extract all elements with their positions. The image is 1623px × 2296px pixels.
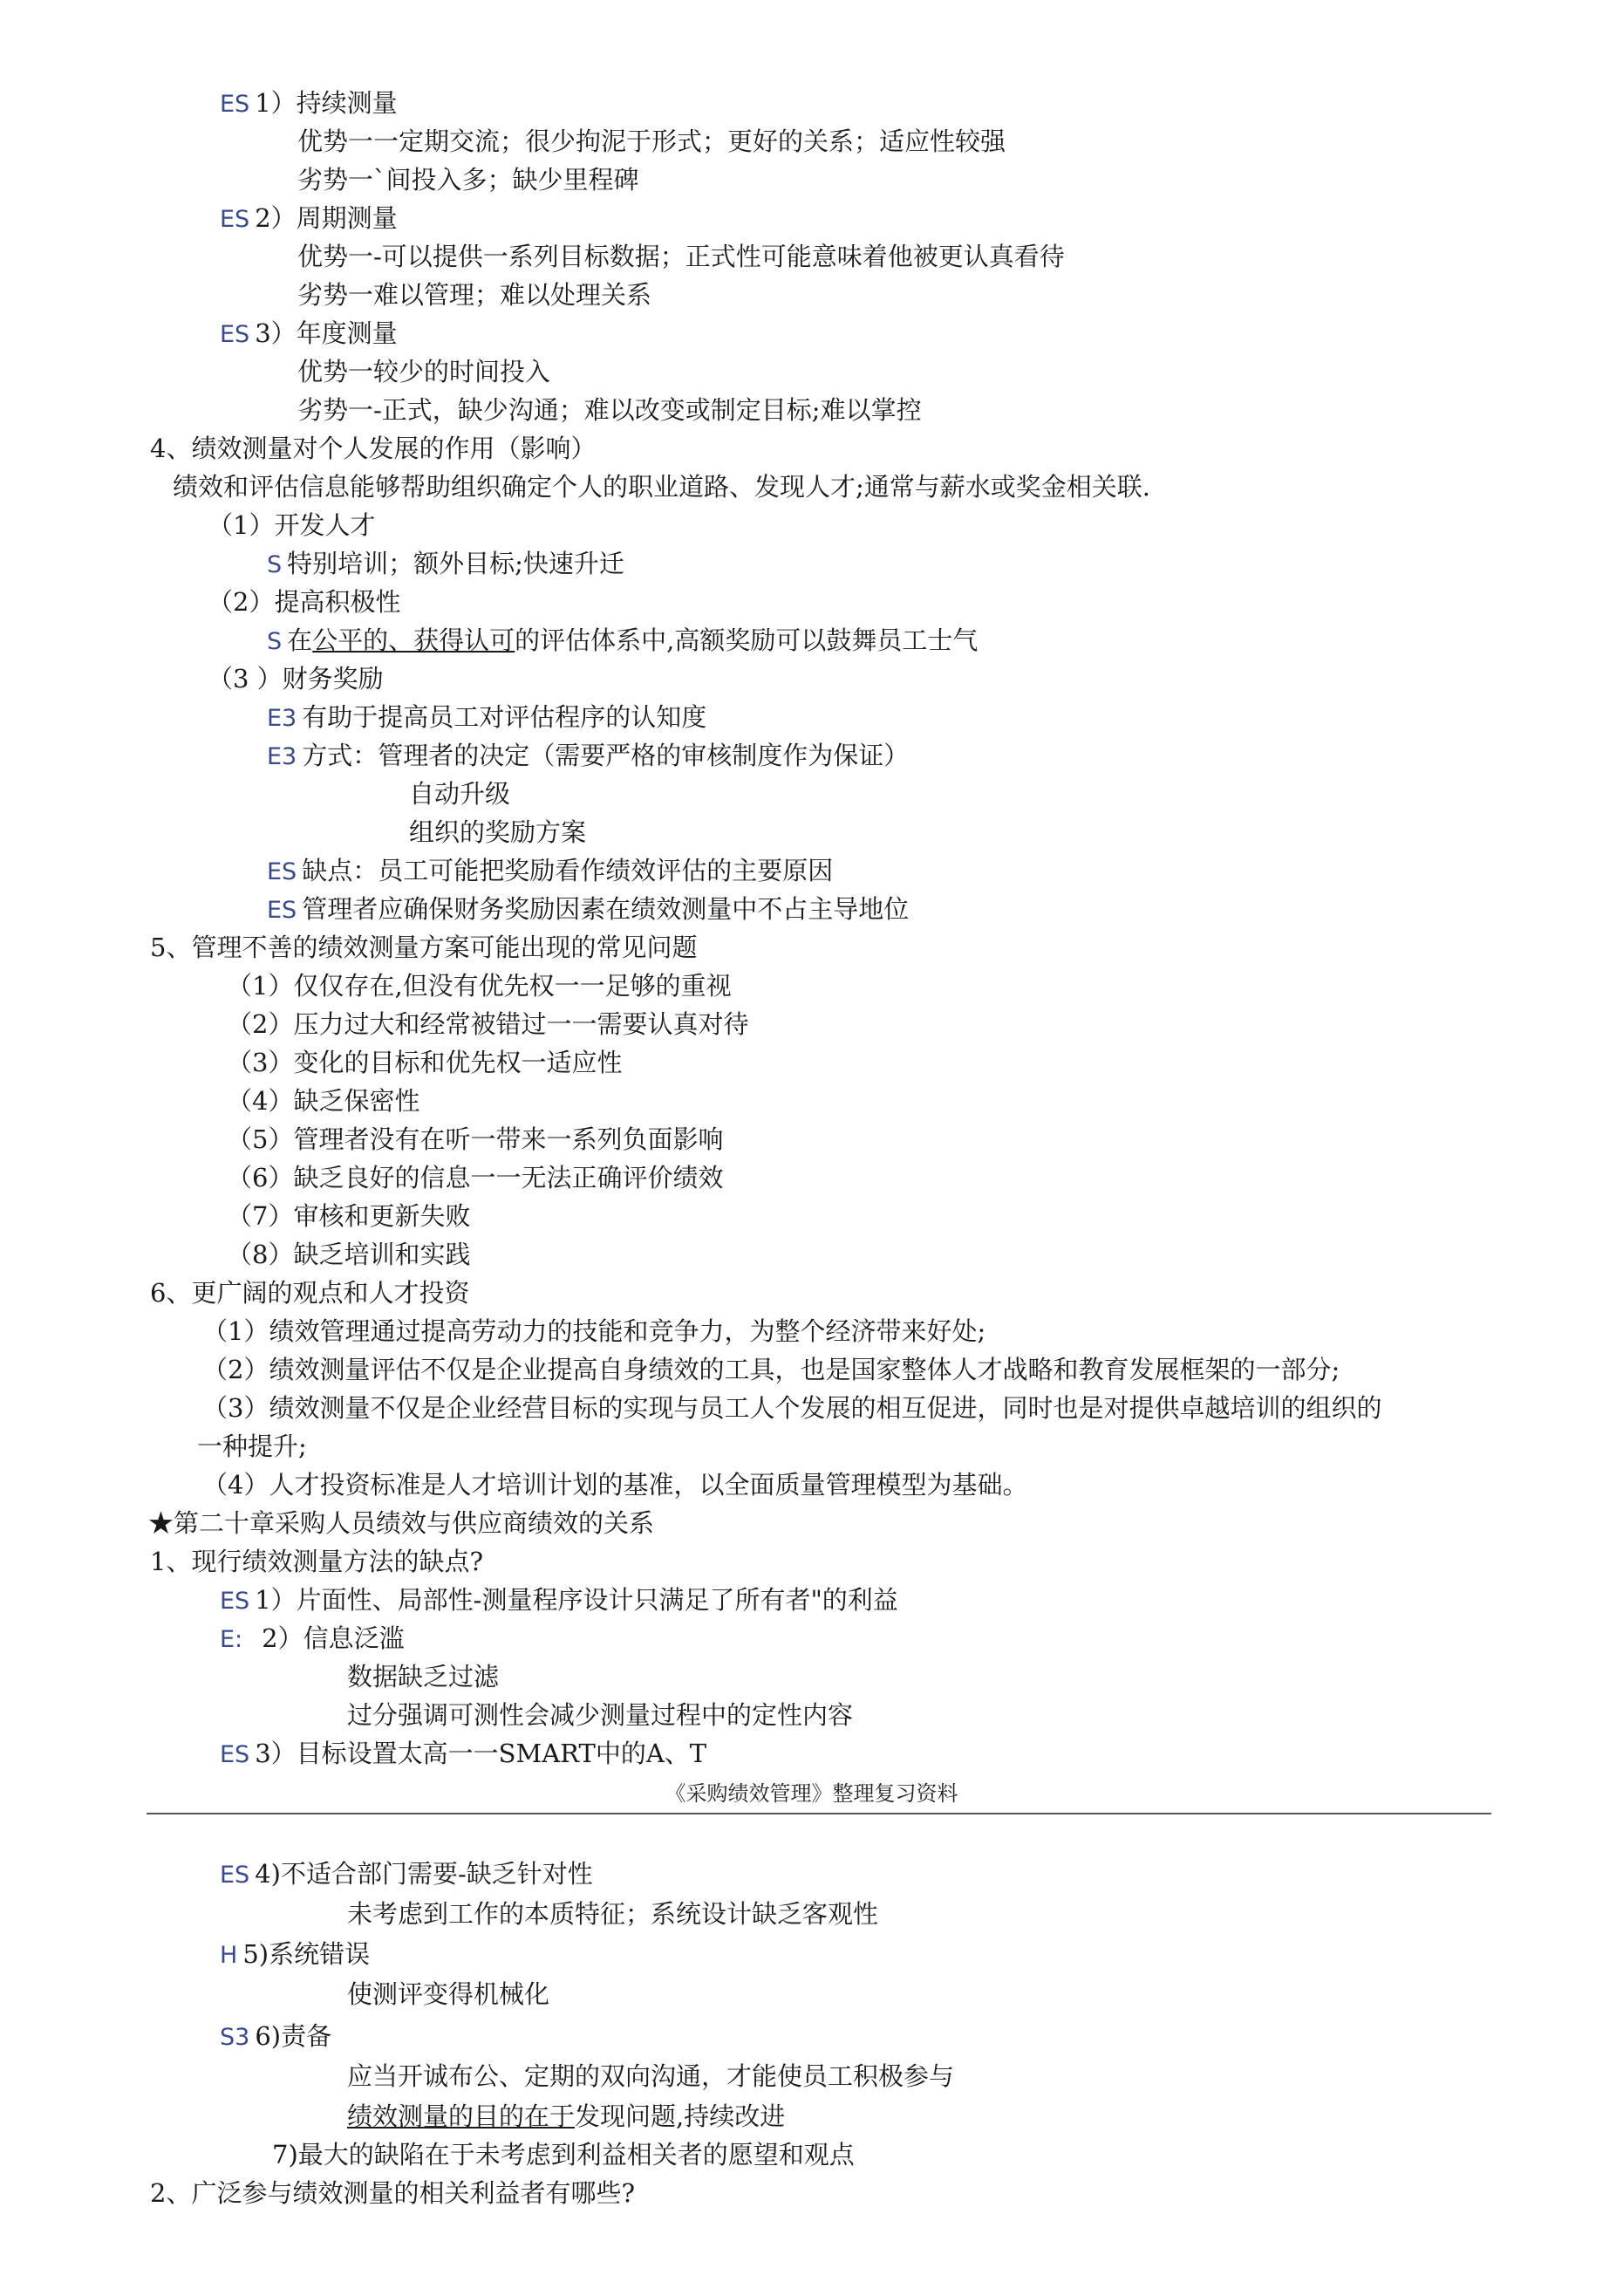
line-text: 在 (287, 625, 313, 655)
list-item (347, 2059, 954, 2094)
list-item (220, 1582, 898, 1619)
line-text: 数据缺乏过滤 (347, 1662, 500, 1691)
line-text: （4）缺乏保密性 (227, 1086, 420, 1116)
line-text: （7）审核和更新失败 (227, 1201, 471, 1231)
line-text: 2）周期测量 (255, 203, 398, 233)
chapter-heading (148, 1506, 654, 1541)
list-item (297, 354, 550, 389)
list-item (227, 1083, 419, 1118)
list-item (227, 1122, 723, 1157)
bullet-marker: E3 (267, 705, 297, 732)
line-text: 1）片面性、局部性-测量程序设计只满足了所有者"的利益 (255, 1585, 898, 1615)
line-text: 2、广泛参与绩效测量的相关利益者有哪些? (150, 2178, 635, 2208)
line-text: （1）绩效管理通过提高劳动力的技能和竞争力，为整个经济带来好处; (202, 1316, 986, 1346)
list-item (227, 1237, 470, 1272)
list-item (347, 1896, 878, 1931)
section-heading (150, 1544, 483, 1579)
list-item (202, 1391, 1381, 1425)
bullet-marker: ES (220, 321, 250, 348)
bullet-marker: ES (220, 1862, 250, 1889)
line-text: 的评估体系中,高额奖励可以鼓舞员工士气 (515, 625, 979, 655)
list-item (227, 968, 732, 1003)
footer-divider (147, 1813, 1491, 1814)
line-text: 有助于提高员工对评估程序的认知度 (302, 702, 707, 732)
underlined-text: 绩效测量的目的在于 (347, 2101, 576, 2131)
list-item (220, 1937, 370, 1973)
list-item (409, 776, 510, 811)
line-text: 使测评变得机械化 (347, 1979, 550, 2009)
list-item (220, 1621, 405, 1657)
bullet-marker: ES (267, 897, 297, 924)
list-item (208, 661, 384, 696)
list-item (297, 124, 1006, 159)
line-text: 6)责备 (255, 2021, 332, 2051)
list-item (220, 85, 398, 122)
line-text: 1）持续测量 (255, 88, 398, 118)
list-item (220, 316, 398, 352)
line-text: 4、绩效测量对个人发展的作用（影响） (150, 434, 597, 463)
list-item (202, 1314, 985, 1349)
line-text: 6、更广阔的观点和人才投资 (150, 1278, 470, 1308)
line-text: （2）提高积极性 (208, 587, 401, 617)
line-text: 4)不适合部门需要-缺乏针对性 (255, 1859, 593, 1889)
line-text: （4）人才投资标准是人才培训计划的基准，以全面质量管理模型为基础。 (202, 1470, 1028, 1500)
list-item (347, 1698, 853, 1732)
underlined-text: 公平的、获得认可 (312, 625, 515, 655)
section-heading (150, 431, 596, 466)
line-text: 未考虑到工作的本质特征；系统设计缺乏客观性 (347, 1899, 879, 1929)
paragraph (173, 469, 1150, 504)
bullet-marker: ES (220, 91, 250, 118)
list-item (347, 1659, 499, 1694)
line-text: 应当开诚布公、定期的双向沟通，才能使员工积极参与 (347, 2061, 955, 2091)
line-text: 3）年度测量 (255, 318, 398, 348)
list-item (220, 1736, 706, 1773)
list-item (202, 1352, 1340, 1387)
line-text: 优势一一定期交流；很少拘泥于形式；更好的关系；适应性较强 (297, 126, 1006, 156)
list-item (347, 1977, 549, 2012)
list-item (197, 1429, 307, 1464)
list-item (267, 738, 909, 775)
list-item (220, 201, 398, 237)
list-item (220, 2019, 331, 2055)
list-item (409, 815, 586, 850)
bullet-marker: ES (220, 1741, 250, 1768)
line-text: （3）绩效测量不仅是企业经营目标的实现与员工人个发展的相互促进，同时也是对提供卓越培训的组织的 (202, 1393, 1382, 1423)
list-item (297, 393, 922, 427)
bullet-marker: ES (267, 858, 297, 885)
list-item (267, 623, 978, 659)
list-item (267, 853, 833, 890)
line-text: （3）变化的目标和优先权一适应性 (227, 1048, 623, 1077)
page-footer: 《采购绩效管理》整理复习资料 (665, 1781, 958, 1806)
list-item (208, 508, 375, 543)
line-text: （2）绩效测量评估不仅是企业提高自身绩效的工具，也是国家整体人才战略和教育发展框架的一部分; (202, 1355, 1340, 1384)
section-heading (150, 2176, 635, 2211)
line-text: 7)最大的缺陷在于未考虑到利益相关者的愿望和观点 (272, 2140, 855, 2170)
list-item (267, 892, 909, 928)
list-item (227, 1199, 470, 1233)
bullet-marker: ES (220, 206, 250, 233)
bullet-marker: ES (220, 1588, 250, 1615)
line-text: 优势一-可以提供一系列目标数据；正式性可能意味着他被更认真看待 (297, 242, 1065, 271)
line-text: 一种提升; (197, 1432, 307, 1461)
bullet-marker: E: (220, 1626, 243, 1653)
line-text: （6）缺乏良好的信息一一无法正确评价绩效 (227, 1163, 724, 1192)
line-text: 5)系统错误 (242, 1939, 371, 1969)
line-text: 缺点：员工可能把奖励看作绩效评估的主要原因 (302, 856, 834, 885)
line-text: （8）缺乏培训和实践 (227, 1240, 471, 1269)
line-text: 劣势一-正式，缺少沟通；难以改变或制定目标;难以掌控 (297, 395, 922, 425)
line-text: 劣势一`间投入多；缺少里程碑 (297, 165, 639, 195)
line-text: 特别培训；额外目标;快速升迁 (287, 549, 624, 578)
list-item (267, 546, 624, 583)
line-text: 过分强调可测性会减少测量过程中的定性内容 (347, 1700, 854, 1730)
line-text: 劣势一难以管理；难以处理关系 (297, 280, 652, 310)
section-heading (150, 1275, 469, 1310)
bullet-marker: S3 (220, 2024, 250, 2051)
section-heading (150, 930, 697, 965)
bullet-marker: H (220, 1942, 238, 1969)
list-item (267, 700, 706, 736)
line-text: 方式：管理者的决定（需要严格的审核制度作为保证） (302, 741, 910, 770)
line-text: （1）仅仅存在,但没有优先权一一足够的重视 (227, 971, 732, 1001)
list-item (297, 239, 1065, 274)
list-item (297, 277, 651, 312)
line-text: 3）目标设置太高一一SMART中的A、T (255, 1739, 707, 1768)
list-item (227, 1160, 723, 1195)
line-text: （2）压力过大和经常被错过一一需要认真对待 (227, 1009, 749, 1039)
list-item (227, 1007, 748, 1042)
line-text: 5、管理不善的绩效测量方案可能出现的常见问题 (150, 933, 698, 962)
line-text: 优势一较少的时间投入 (297, 357, 551, 386)
bullet-marker: S (267, 551, 283, 578)
list-item (297, 162, 639, 197)
line-text: 自动升级 (409, 779, 511, 809)
list-item (202, 1467, 1027, 1502)
list-item (208, 584, 400, 619)
line-text: 组织的奖励方案 (409, 817, 587, 847)
bullet-marker: E3 (267, 743, 297, 770)
list-item (227, 1045, 622, 1080)
line-text: 发现问题,持续改进 (575, 2101, 786, 2131)
line-text: 管理者应确保财务奖励因素在绩效测量中不占主导地位 (302, 894, 910, 924)
line-text: （3 ）财务奖励 (208, 664, 384, 694)
line-text: （1）开发人才 (208, 510, 376, 540)
line-text: 绩效和评估信息能够帮助组织确定个人的职业道路、发现人才;通常与薪水或奖金相关联. (173, 472, 1150, 502)
line-text: ★第二十章采购人员绩效与供应商绩效的关系 (148, 1508, 655, 1538)
list-item (347, 2099, 785, 2134)
line-text: 1、现行绩效测量方法的缺点? (150, 1547, 483, 1576)
bullet-marker: S (267, 628, 283, 655)
line-text: （5）管理者没有在听一带来一系列负面影响 (227, 1124, 724, 1154)
list-item (220, 1856, 593, 1893)
line-text: 2）信息泛滥 (262, 1623, 405, 1653)
list-item (272, 2137, 855, 2172)
